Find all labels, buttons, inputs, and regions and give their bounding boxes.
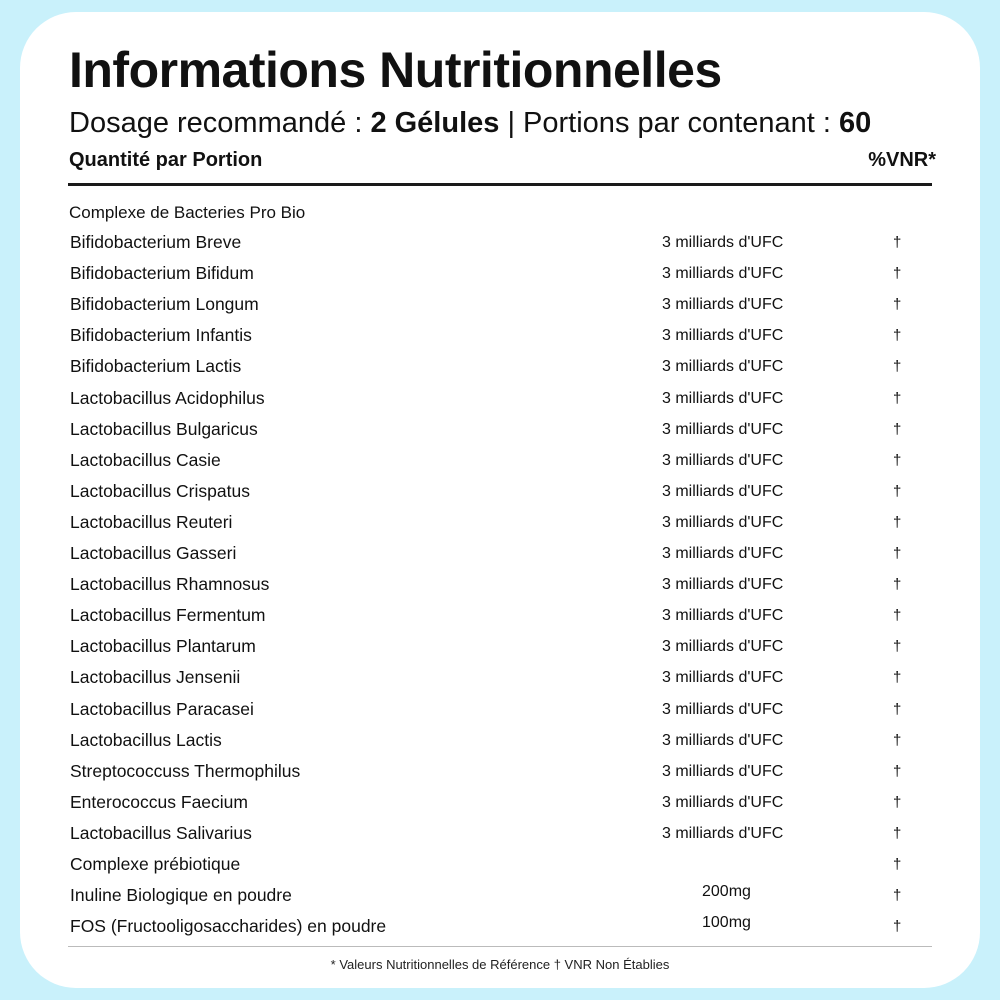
ingredient-name: Inuline Biologique en poudre [70, 885, 292, 906]
vnr-dagger: † [893, 545, 902, 562]
ingredient-amount: 3 milliards d'UFC [662, 265, 784, 283]
vnr-dagger: † [893, 513, 902, 531]
table-row [0, 603, 1000, 627]
table-row [0, 572, 1000, 596]
vnr-dagger: † [893, 234, 902, 251]
table-row [0, 852, 1000, 876]
table-row [0, 790, 1000, 814]
vnr-dagger: † [893, 296, 902, 314]
ingredient-name: Lactobacillus Plantarum [70, 636, 256, 657]
ingredient-name: Lactobacillus Bulgaricus [70, 418, 258, 439]
table-row [0, 510, 1000, 534]
vnr-dagger: † [893, 482, 902, 500]
table-row [0, 665, 1000, 689]
ingredient-name: Lactobacillus Acidophilus [70, 387, 265, 408]
vnr-dagger: † [893, 824, 902, 842]
ingredient-name: Bifidobacterium Bifidum [70, 263, 254, 284]
table-row [0, 230, 1000, 254]
ingredient-name: Bifidobacterium Infantis [70, 325, 252, 346]
table-row [0, 417, 1000, 441]
vnr-dagger: † [893, 389, 902, 407]
ingredient-name: Lactobacillus Fermentum [70, 605, 266, 626]
ingredient-amount: 100mg [702, 914, 751, 932]
table-row [0, 634, 1000, 658]
vnr-dagger: † [893, 607, 902, 625]
vnr-dagger: † [893, 358, 902, 376]
dosage-label: Dosage recommandé : [69, 107, 371, 139]
ingredient-amount: 3 milliards d'UFC [662, 576, 784, 594]
vnr-dagger: † [893, 420, 902, 438]
section-title-probiotic: Complexe de Bacteries Pro Bio [69, 203, 306, 222]
ingredient-amount: 200mg [702, 883, 751, 901]
vnr-dagger: † [893, 576, 902, 594]
table-row [0, 759, 1000, 783]
dosage-line [69, 104, 871, 142]
table-row [0, 697, 1000, 721]
vnr-dagger: † [893, 918, 902, 936]
table-row [0, 541, 1000, 565]
vnr-dagger: † [893, 327, 902, 345]
ingredient-amount: 3 milliards d'UFC [662, 482, 784, 500]
ingredient-name: Lactobacillus Lactis [70, 729, 222, 750]
table-row [0, 292, 1000, 316]
ingredient-amount: 3 milliards d'UFC [662, 762, 784, 780]
table-row [0, 323, 1000, 347]
ingredient-name: Complexe prébiotique [70, 854, 241, 874]
ingredient-name: Lactobacillus Salivarius [70, 822, 252, 843]
vnr-dagger: † [893, 731, 902, 749]
vnr-dagger: † [893, 451, 902, 469]
ingredient-name: Lactobacillus Crispatus [70, 480, 250, 501]
ingredient-amount: 3 milliards d'UFC [662, 700, 784, 718]
ingredient-amount: 3 milliards d'UFC [662, 451, 784, 469]
ingredient-amount: 3 milliards d'UFC [662, 669, 784, 687]
ingredient-amount: 3 milliards d'UFC [662, 420, 784, 438]
ingredient-amount: 3 milliards d'UFC [662, 327, 784, 345]
ingredient-name: FOS (Fructooligosaccharides) en poudre [70, 916, 387, 937]
vnr-dagger: † [893, 638, 902, 656]
footer-divider [68, 946, 932, 947]
vnr-dagger: † [893, 700, 902, 718]
ingredient-amount: 3 milliards d'UFC [662, 389, 784, 407]
ingredient-amount: 3 milliards d'UFC [662, 731, 784, 749]
table-row [0, 914, 1000, 938]
table-row [0, 821, 1000, 845]
ingredient-amount: 3 milliards d'UFC [662, 513, 784, 531]
footnote: * Valeurs Nutritionnelles de Référence † VNR Non Établies [330, 957, 670, 972]
table-row [0, 448, 1000, 472]
ingredient-name: Bifidobacterium Longum [70, 294, 259, 315]
table-row [0, 354, 1000, 378]
ingredient-name: Lactobacillus Jensenii [70, 667, 241, 688]
table-row [0, 883, 1000, 907]
ingredient-name: Bifidobacterium Breve [70, 232, 242, 252]
table-row [0, 261, 1000, 285]
ingredient-name: Lactobacillus Gasseri [70, 543, 237, 563]
ingredient-amount: 3 milliards d'UFC [662, 824, 784, 842]
vnr-dagger: † [893, 762, 902, 780]
header-vnr: %VNR* [868, 149, 936, 171]
ingredient-name: Bifidobacterium Lactis [70, 356, 242, 377]
header-divider [68, 183, 932, 186]
vnr-dagger: † [893, 265, 902, 283]
ingredient-amount: 3 milliards d'UFC [662, 545, 784, 562]
table-row [0, 728, 1000, 752]
ingredient-name: Streptococcuss Thermophilus [70, 760, 301, 781]
ingredient-amount: 3 milliards d'UFC [662, 793, 784, 811]
table-row [0, 479, 1000, 503]
dosage-separator: | Portions par contenant : [499, 107, 840, 139]
header-quantity-per-portion: Quantité par Portion [69, 149, 263, 171]
ingredient-name: Lactobacillus Rhamnosus [70, 574, 270, 595]
portions-value: 60 [839, 107, 872, 139]
ingredient-name: Lactobacillus Casie [70, 449, 221, 470]
ingredient-amount: 3 milliards d'UFC [662, 607, 784, 625]
dosage-value: 2 Gélules [370, 107, 500, 139]
ingredient-name: Enterococcus Faecium [70, 791, 248, 812]
vnr-dagger: † [893, 793, 902, 811]
vnr-dagger: † [893, 856, 902, 873]
ingredient-amount: 3 milliards d'UFC [662, 234, 784, 251]
ingredient-amount: 3 milliards d'UFC [662, 358, 784, 376]
ingredient-amount: 3 milliards d'UFC [662, 638, 784, 656]
ingredient-name: Lactobacillus Reuteri [70, 511, 233, 532]
vnr-dagger: † [893, 669, 902, 687]
ingredient-amount: 3 milliards d'UFC [662, 296, 784, 314]
vnr-dagger: † [893, 887, 902, 905]
ingredient-name: Lactobacillus Paracasei [70, 698, 254, 719]
table-row [0, 386, 1000, 410]
page-title: Informations Nutritionnelles [69, 42, 722, 98]
